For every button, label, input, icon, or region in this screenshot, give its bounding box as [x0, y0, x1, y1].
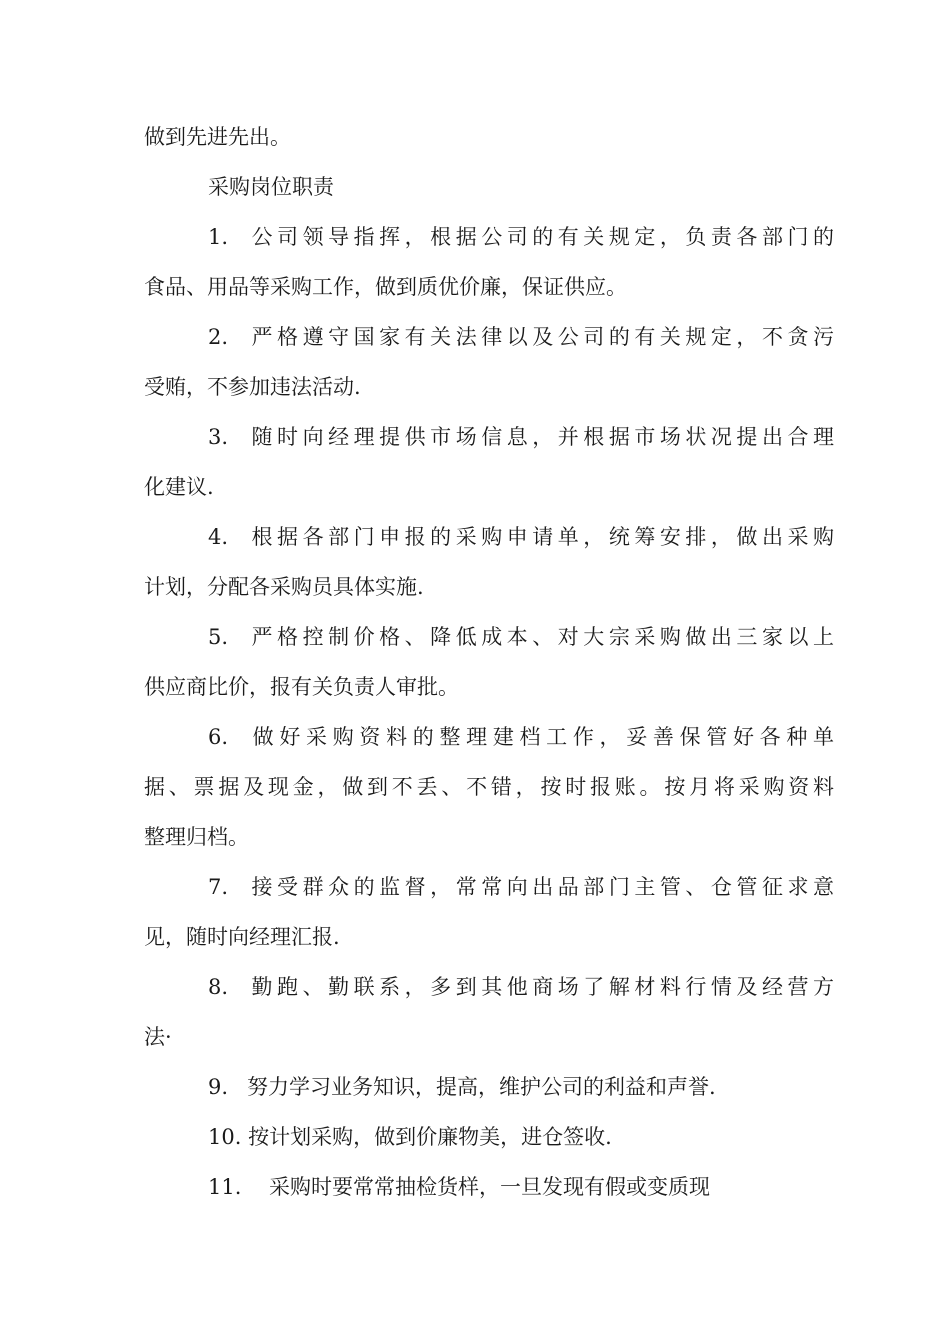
list-item-11: [144, 1162, 834, 1212]
item-text: 随时向经理提供市场信息，并根据市场状况提出合理: [247, 425, 834, 449]
item-number: 5.: [208, 625, 229, 649]
item-number: 1.: [208, 225, 229, 249]
item-text: 食品、用品等采购工作，做到质优价廉，保证供应。: [144, 275, 627, 299]
document-page: [144, 112, 834, 1212]
item-number: 3.: [208, 425, 229, 449]
list-item-8: [144, 962, 834, 1062]
list-item-2: [144, 312, 834, 412]
item-number: 6.: [208, 725, 229, 749]
item-number: 9.: [208, 1075, 229, 1099]
list-item-6: [144, 712, 834, 862]
item-text: 根据各部门申报的采购申请单，统筹安排，做出采购: [247, 525, 834, 549]
item-number: 4.: [208, 525, 229, 549]
item-text: 见，随时向经理汇报.: [144, 925, 340, 949]
item-text: 整理归档。: [144, 825, 249, 849]
item-text: 采购时要常常抽检货样，一旦发现有假或变质现: [269, 1175, 710, 1199]
item-text: 计划，分配各采购员具体实施.: [144, 575, 424, 599]
list-item-3: [144, 412, 834, 512]
list-item-4: [144, 512, 834, 612]
list-item-1: [144, 212, 834, 312]
item-text: 努力学习业务知识，提高，维护公司的利益和声誉.: [247, 1075, 716, 1099]
item-number: 8.: [208, 975, 229, 999]
list-item-9: [144, 1062, 834, 1112]
item-text: 受贿，不参加违法活动.: [144, 375, 361, 399]
item-number: 7.: [208, 875, 229, 899]
item-text: 接受群众的监督，常常向出品部门主管、仓管征求意: [247, 875, 834, 899]
list-item-7: [144, 862, 834, 962]
item-text: 法·: [144, 1025, 172, 1049]
item-text: 按计划采购，做到价廉物美，进仓签收.: [248, 1125, 612, 1149]
item-text: 供应商比价，报有关负责人审批。: [144, 675, 459, 699]
item-text: 勤跑、勤联系，多到其他商场了解材料行情及经营方: [247, 975, 834, 999]
item-text: 严格控制价格、降低成本、对大宗采购做出三家以上: [247, 625, 834, 649]
item-text: 公司领导指挥，根据公司的有关规定，负责各部门的: [247, 225, 834, 249]
intro-tail: 做到先进先出。: [144, 125, 291, 149]
item-text: 做好采购资料的整理建档工作，妥善保管好各种单: [247, 725, 834, 749]
item-number: 10.: [208, 1125, 242, 1149]
item-text: 据、票据及现金，做到不丢、不错，按时报账。按月将采购资料: [144, 775, 834, 799]
list-item-5: [144, 612, 834, 712]
item-text: 严格遵守国家有关法律以及公司的有关规定，不贪污: [247, 325, 834, 349]
item-number: 2.: [208, 325, 229, 349]
section-title: 采购岗位职责: [208, 175, 334, 199]
item-text: 化建议.: [144, 475, 214, 499]
list-item-10: [144, 1112, 834, 1162]
item-number: 11.: [208, 1175, 242, 1199]
